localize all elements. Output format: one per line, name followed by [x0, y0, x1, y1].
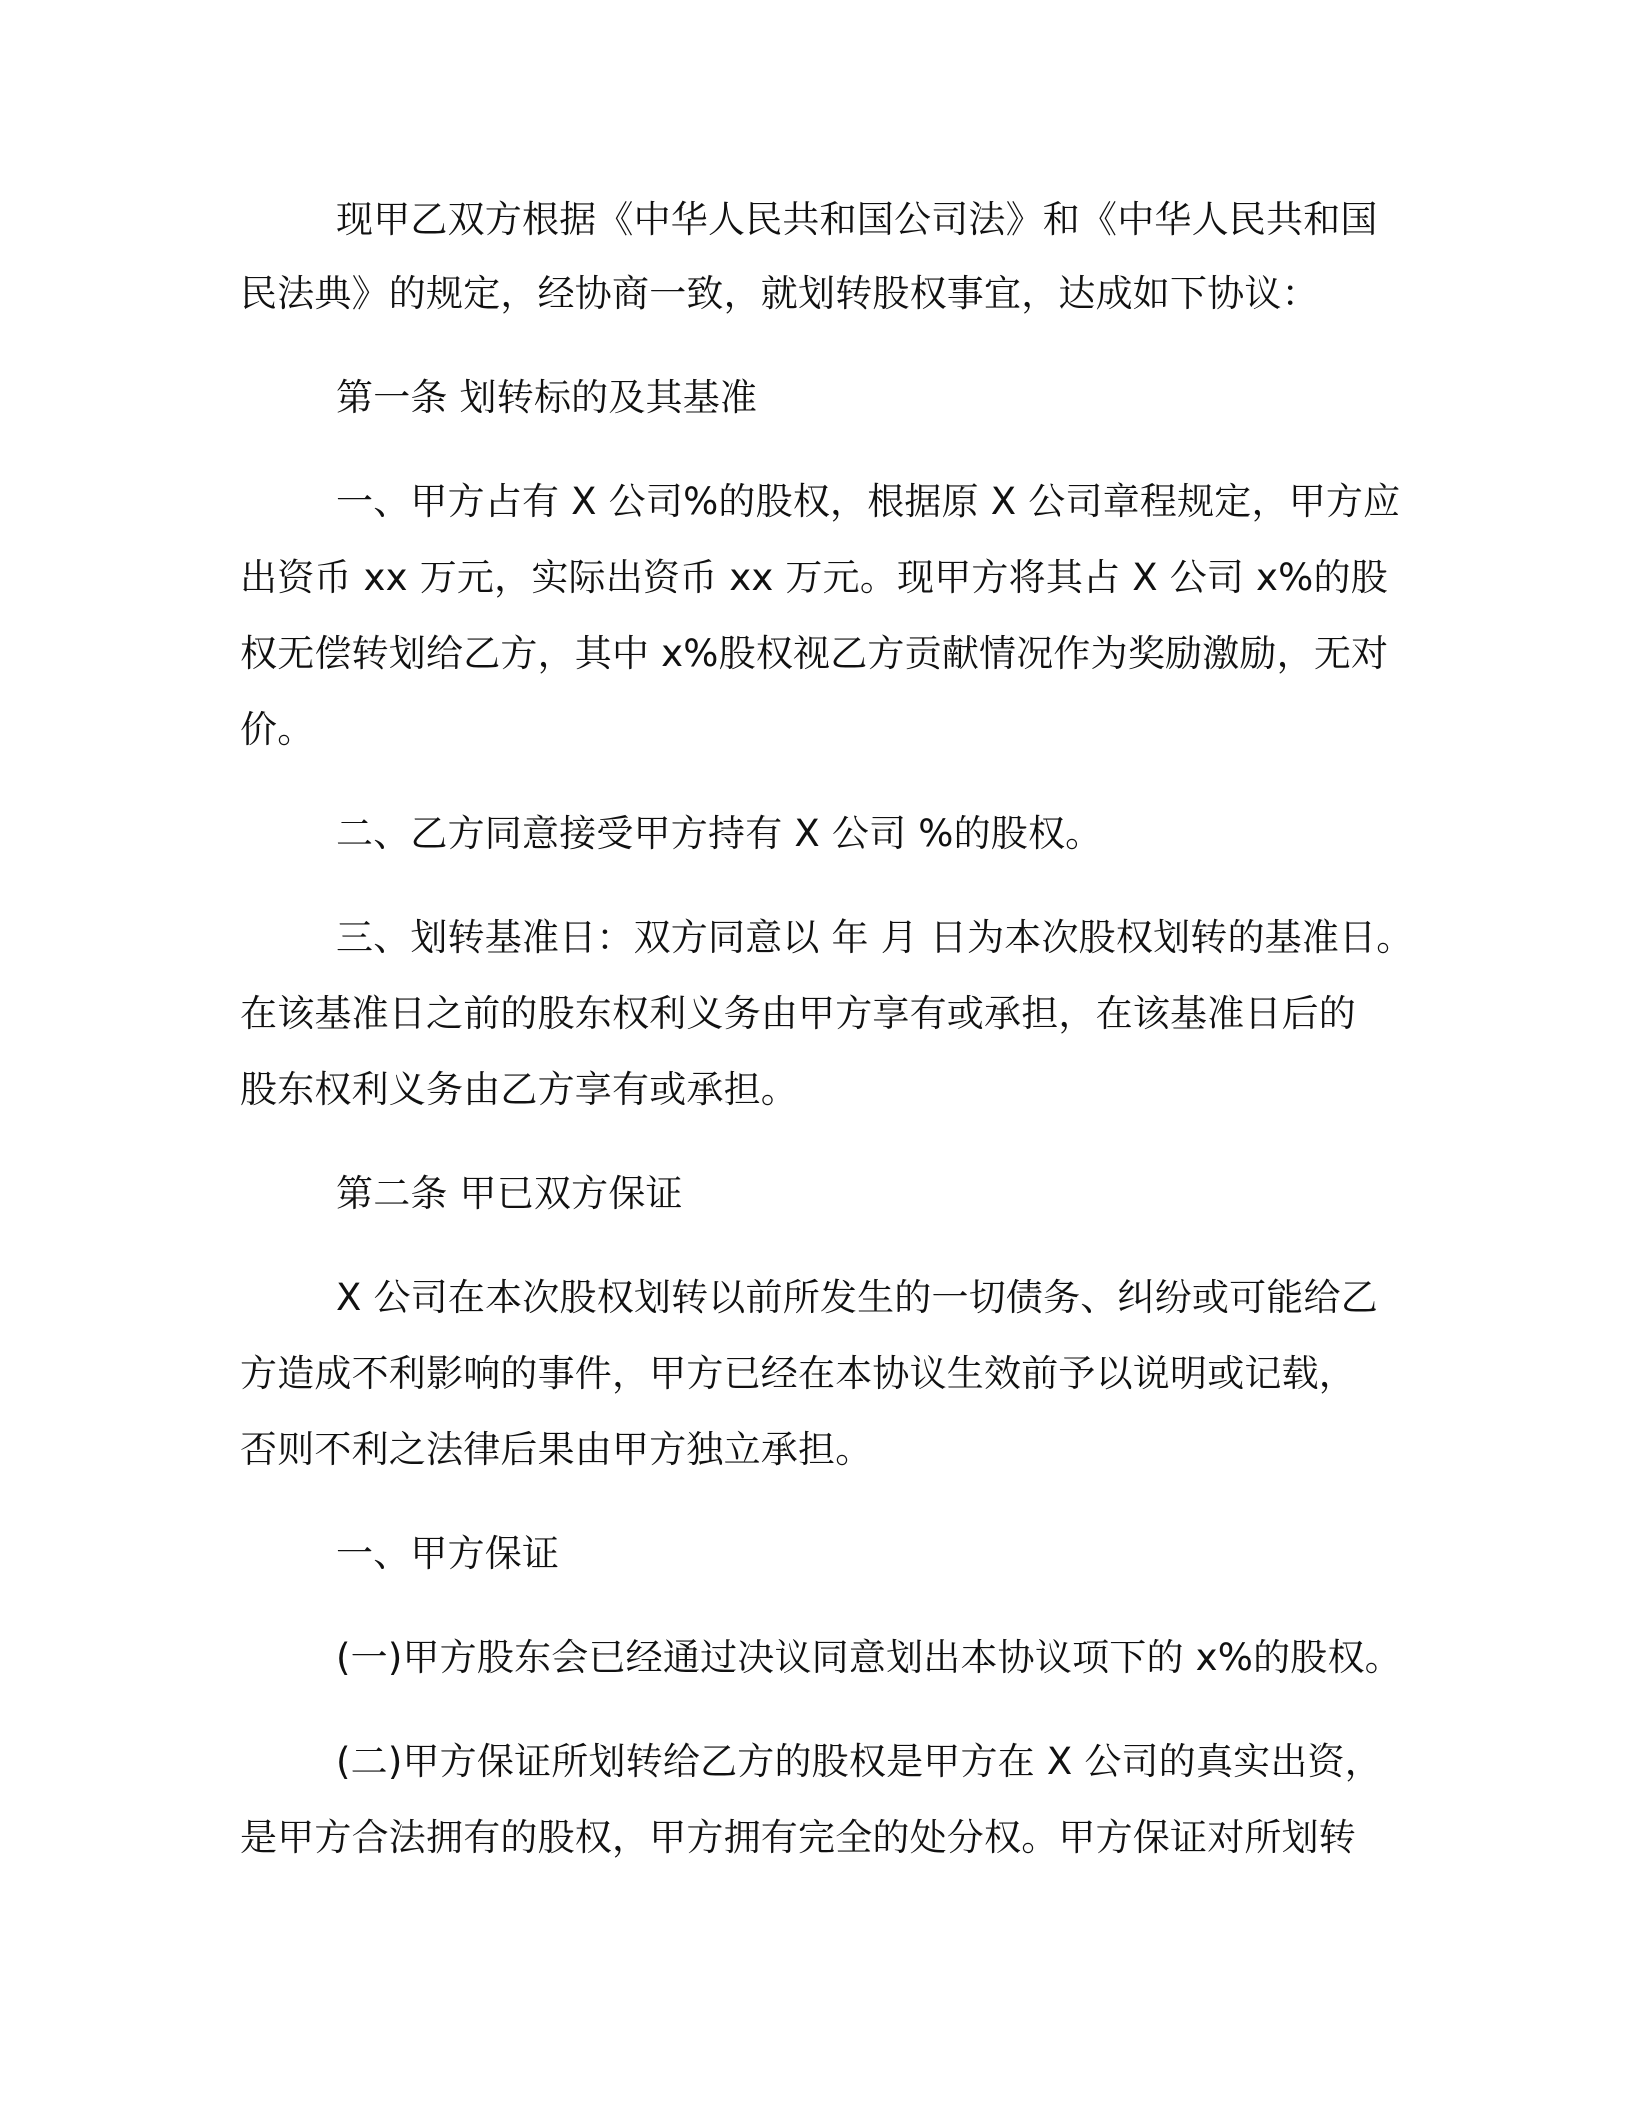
- paragraph-line: 否则不利之法律后果由甲方独立承担。: [240, 1428, 873, 1471]
- paragraph-line: X 公司在本次股权划转以前所发生的一切债务、纠纷或可能给乙: [336, 1276, 1378, 1319]
- paragraph-line: 二、乙方同意接受甲方持有 X 公司 %的股权。: [336, 812, 1103, 855]
- paragraph-line: 三、划转基准日：双方同意以 年 月 日为本次股权划转的基准日。: [336, 916, 1414, 959]
- paragraph-line: 权无偿转划给乙方，其中 x%股权视乙方贡献情况作为奖励激励，无对: [240, 632, 1389, 675]
- article-heading: 第二条 甲已双方保证: [336, 1172, 683, 1215]
- paragraph-line: 是甲方合法拥有的股权，甲方拥有完全的处分权。甲方保证对所划转: [240, 1816, 1356, 1859]
- paragraph-line: 方造成不利影响的事件，甲方已经在本协议生效前予以说明或记载，: [240, 1352, 1356, 1395]
- paragraph-line: 出资币 xx 万元，实际出资币 xx 万元。现甲方将其占 X 公司 x%的股: [240, 556, 1388, 599]
- section-heading: 一、甲方保证: [336, 1532, 560, 1575]
- article-heading: 第一条 划转标的及其基准: [336, 376, 758, 419]
- paragraph-line: 在该基准日之前的股东权利义务由甲方享有或承担，在该基准日后的: [240, 992, 1356, 1035]
- paragraph-line: 现甲乙双方根据《中华人民共和国公司法》和《中华人民共和国: [336, 198, 1378, 241]
- paragraph-line: 一、甲方占有 X 公司%的股权，根据原 X 公司章程规定，甲方应: [336, 480, 1401, 523]
- paragraph-line: 价。: [240, 708, 315, 751]
- paragraph-line: (二)甲方保证所划转给乙方的股权是甲方在 X 公司的真实出资，: [336, 1740, 1382, 1783]
- paragraph-line: 民法典》的规定，经协商一致，就划转股权事宜，达成如下协议：: [240, 272, 1319, 315]
- paragraph-line: (一)甲方股东会已经通过决议同意划出本协议项下的 x%的股权。: [336, 1636, 1402, 1679]
- paragraph-line: 股东权利义务由乙方享有或承担。: [240, 1068, 798, 1111]
